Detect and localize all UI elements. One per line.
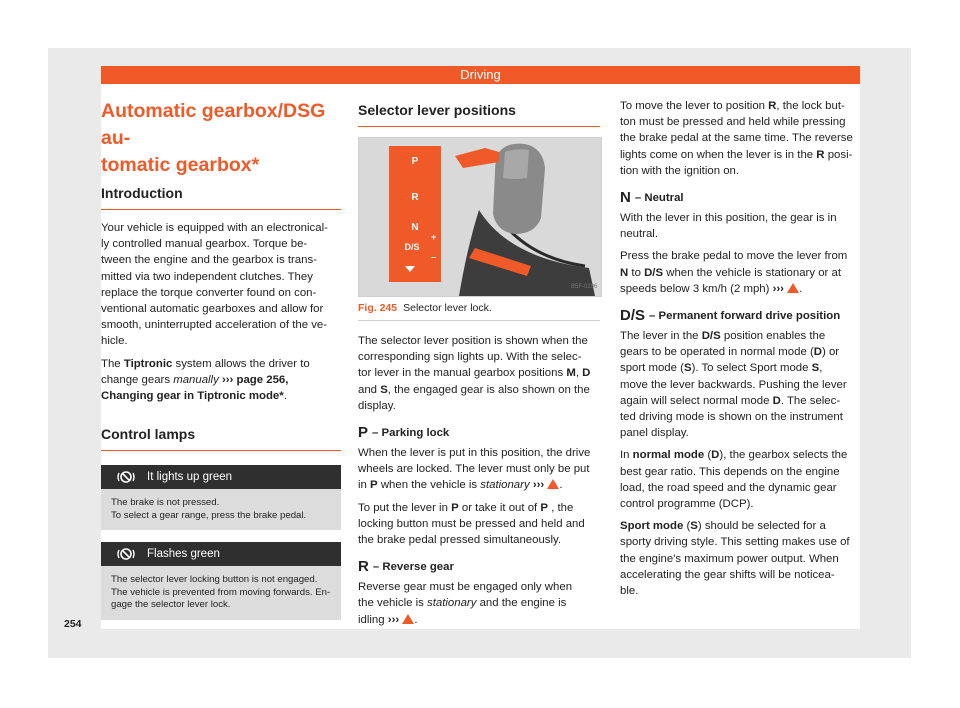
intro-line: ly controlled manual gearbox. Torque be- [101,238,308,251]
left-column [101,98,341,620]
title-line-2: tomatic gearbox* [101,154,260,176]
text: stationary [480,479,530,492]
tiptronic-term: Tiptronic [123,357,173,370]
gear-p-glyph: P [358,424,369,442]
lamp-description [101,489,341,530]
text: when the vehicle is stationary or at [666,266,841,279]
text: Sport mode [620,520,684,533]
parking-lock-text: When the lever is put in this position, the drive wheels are locked. The lever must only be put in P when the vehicle is stationary ››› . [358,447,591,492]
lamp-header [101,465,341,489]
figure-caption [358,302,600,321]
text: To put the lever in [358,501,448,514]
title-line-1: Automatic gearbox/DSG au- [101,100,326,149]
drive-text [620,328,860,441]
text: – Reverse gear [372,560,454,573]
text: ( [707,449,712,462]
lamp-header [101,542,341,566]
text: control programme (DCP). [620,498,754,511]
text: D/S [701,330,721,343]
text: stationary [427,597,477,610]
text: ton must be pressed and held while pressing [620,116,846,129]
figure-label: Fig. 245 [358,302,398,314]
lamp-box-flashing [101,542,341,620]
reverse-lock-paragraph [620,98,860,179]
lamp-title: It lights up green [147,471,233,484]
text: In [620,449,630,462]
tiptronic-plus: + [431,232,437,242]
intro-line: tween the engine and the gearbox is trans- [101,254,317,267]
text: The lever in the [620,330,699,343]
text: . [283,390,287,403]
intro-line: hicle. [101,335,128,348]
gear-n-glyph: N [620,189,631,207]
text: tor lever in the manual gearbox positions [358,367,564,380]
text: S [380,383,388,396]
text: . [799,282,803,295]
selector-intro-paragraph: The selector lever position is shown when the corresponding sign lights up. With the selec- tor lever in the manual gearbox positions M, D and S, the engaged gear is also shown on the display. [358,335,591,412]
middle-column [358,98,600,634]
text: ) should be selected for a [697,520,826,533]
gear-letter-ds: D/S [404,242,420,252]
intro-line: mitted via two independent clutches. They [101,270,313,283]
figure-code: B5F-0206 [571,284,598,290]
text: P [370,479,378,492]
text: With the lever in this position, the gear is in [620,212,837,225]
tiptronic-paragraph [101,356,341,405]
text: position enables the [723,330,826,343]
lamp-text: The brake is not pressed. [111,497,220,509]
text: ) or [822,346,840,359]
reverse-gear-text [358,579,600,628]
text: wheels are locked. The lever must only be put [358,463,590,476]
text: ( [686,520,691,533]
text: sporty driving style. This setting makes use of [620,536,850,549]
text: system allows the driver to [175,357,310,370]
brake-pedal-lamp-icon [113,547,139,561]
text: when the vehicle is [380,479,478,492]
figure-caption-text: Selector lever lock. [403,302,492,314]
text: M [566,367,576,380]
text: move the lever backwards. Pushing the lever [620,378,847,391]
text: change gears [101,373,171,386]
warning-link[interactable]: ››› [772,282,784,295]
text: , the lock but- [776,100,845,112]
text: S [811,362,820,375]
text: D [772,394,781,407]
text: The [101,357,121,370]
warning-triangle-icon [547,479,559,489]
text: the engine's maximum power output. When [620,552,839,565]
text: S [683,362,692,375]
text: to [631,266,641,279]
text: and [358,383,378,396]
text: S [690,520,698,533]
text: – Permanent forward drive position [649,309,841,322]
neutral-text-2 [620,248,860,297]
intro-line: replace the torque converter found on con- [101,286,317,299]
text: best gear ratio. This depends on the engine [620,465,840,478]
text: ). To select Sport mode [691,362,809,375]
text: P [451,501,459,514]
parking-lock-text-2 [358,500,600,549]
text: posi- [827,148,853,161]
text: When the lever is put in this position, the drive [358,447,591,460]
sport-mode-text [620,518,860,599]
intro-line: ventional automatic gearboxes and allow for [101,303,324,316]
text: tion with the ignition on. [620,164,740,177]
control-lamps-heading: Control lamps [101,422,341,451]
tiptronic-section-link[interactable]: Changing gear in Tiptronic mode* [101,390,284,403]
lamp-description [101,566,341,620]
text: manually [173,373,219,386]
text: accelerating the gear shifts will be noticea- [620,568,835,581]
lamp-title: Flashes green [147,548,220,561]
text: and the engine is [479,597,567,610]
lamp-text: gage the selector lever lock. [111,599,231,611]
warning-link[interactable]: ››› [387,613,400,626]
lamp-text: The vehicle is prevented from moving forwards. En- [111,586,331,598]
text: Press the brake pedal to move the lever from [620,250,848,263]
text: the brake pedal at the same time. The reverse [620,132,853,145]
parking-lock-heading [358,424,600,441]
text: , the [551,501,574,514]
text: speeds below 3 km/h (2 mph) [620,282,770,295]
text: ble. [620,585,639,598]
text: D [582,367,591,380]
text: ted driving mode is shown on the instrument [620,411,843,424]
text: display. [358,399,396,412]
text: – Parking lock [372,426,450,439]
text: again will select normal mode [620,394,770,407]
text: the brake pedal pressed simultaneously. [358,534,562,547]
text: To move the lever to position [620,100,765,112]
text: corresponding sign lights up. With the selec- [358,351,582,364]
text: sport mode ( [620,362,684,375]
text: D/S [644,266,664,279]
text: panel display. [620,427,689,440]
text: R [768,100,777,112]
lamp-box-green [101,465,341,530]
lamp-text: The selector lever locking button is not engaged. [111,574,318,586]
reverse-gear-heading [358,558,600,575]
neutral-text [620,210,860,242]
gear-lever-illustration [359,138,601,296]
gear-r-glyph: R [358,558,369,576]
brake-pedal-lamp-icon [113,470,139,484]
warning-link[interactable]: ››› [532,479,545,492]
page-title [101,98,341,179]
lamp-text: To select a gear range, press the brake pedal. [111,509,307,521]
text: R [816,148,825,161]
gear-ds-glyph: D/S [620,307,646,325]
page-reference-link[interactable]: ››› page 256, [221,373,289,386]
text: gears to be operated in normal mode ( [620,346,814,359]
text: the vehicle is [358,597,424,610]
page-number: 254 [64,618,82,630]
text: normal mode [632,449,705,462]
text: . The selec- [780,394,841,407]
section-title: Driving [460,67,501,82]
intro-paragraph [101,220,341,350]
text: locking button must be pressed and held and [358,517,585,530]
text: lights come on when the lever is in the [620,148,814,161]
selector-positions-heading: Selector lever positions [358,98,600,127]
text: in [358,479,367,492]
text: Reverse gear must be engaged only when [358,581,573,594]
warning-triangle-icon [402,614,414,624]
text: ), the gearbox selects the [719,449,848,462]
text: load, the road speed and the dynamic gear [620,481,837,494]
text: The selector lever position is shown when the [358,335,588,347]
text: D [711,449,720,462]
text: – Neutral [634,191,684,204]
normal-mode-text [620,447,860,512]
intro-line: smooth, uninterrupted acceleration of the ve- [101,319,328,332]
right-column [620,98,860,605]
intro-line: Your vehicle is equipped with an electronical- [101,222,328,234]
text: , the engaged gear is also shown on the [387,383,590,396]
section-header [101,66,860,84]
text: , [819,362,823,375]
tiptronic-minus: – [431,252,437,262]
neutral-heading [620,189,860,206]
text: D [813,346,822,359]
drive-heading [620,307,860,324]
gear-letter-r: R [411,192,419,203]
warning-triangle-icon [787,283,799,293]
text: . [414,613,418,626]
gear-letter-n: N [411,222,419,233]
text: or take it out of [461,501,538,514]
text: N [620,266,629,279]
text: P [540,501,549,514]
gear-letter-p: P [411,156,419,167]
introduction-heading: Introduction [101,181,341,210]
text: idling [358,613,385,626]
selector-lever-figure [358,137,602,297]
text: neutral. [620,228,658,241]
